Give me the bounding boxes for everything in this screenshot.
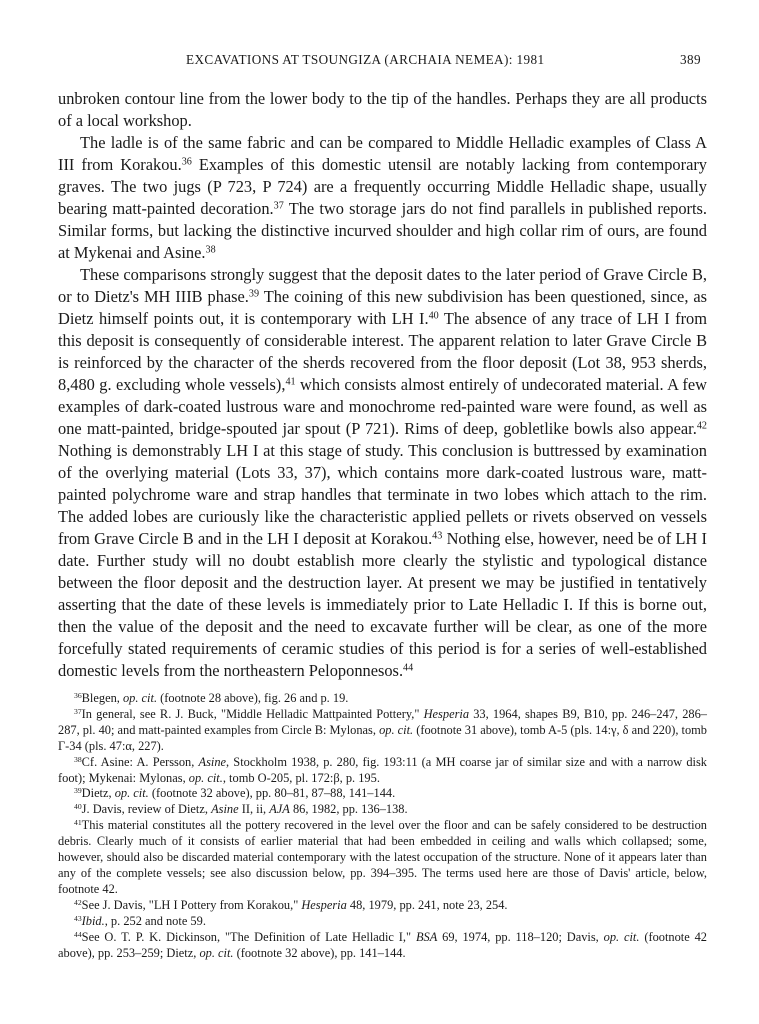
footnote-text: (footnote 42 above), pp. 253–259; Dietz, <box>58 929 707 960</box>
footnote-text-italic: AJA <box>269 802 290 817</box>
footnote-number: 37 <box>74 706 82 716</box>
footnote-text: , tomb O-205, pl. 172:β, p. 195. <box>222 770 380 785</box>
paragraph-3 <box>58 264 707 682</box>
footnote-text-italic: op. cit. <box>188 770 223 785</box>
footnote-number: 39 <box>74 786 82 796</box>
footnote-text: (footnote 32 above), pp. 141–144. <box>233 945 406 960</box>
footnote-39 <box>58 786 707 802</box>
footnote-text-italic: Asine <box>211 802 239 817</box>
footnote-number: 38 <box>74 754 82 764</box>
paragraph-2 <box>58 132 707 264</box>
footnote-ref-40[interactable]: 40 <box>428 310 439 322</box>
paragraph-2-text-a: The ladle is of the same fabric and can be compared to Middle Helladic examples of Class A III from Korakou. <box>58 133 707 174</box>
footnote-text-italic: op. cit. <box>603 929 640 944</box>
footnote-number: 36 <box>74 690 82 700</box>
footnote-ref-38[interactable]: 38 <box>205 244 216 256</box>
body-text <box>58 88 707 682</box>
footnote-text: See O. T. P. K. Dickinson, "The Definition of Late Helladic I," <box>81 929 416 944</box>
footnote-text: In general, see R. J. Buck, "Middle Helladic Mattpainted Pottery," <box>81 706 424 721</box>
footnote-43 <box>58 914 707 930</box>
footnote-number: 40 <box>74 802 82 812</box>
footnote-38 <box>58 755 707 787</box>
footnote-ref-39[interactable]: 39 <box>248 288 260 300</box>
footnote-text-italic: Hesperia <box>423 706 470 721</box>
footnote-text: , Stockholm 1938, p. 280, fig. 193:11 (a MH coarse jar of similar size and with a narrow disk foot); Mykenai: Mylonas, <box>58 754 707 785</box>
footnote-text: 48, 1979, pp. 241, note 23, 254. <box>346 897 508 912</box>
footnote-text: Cf. Asine: A. Persson, <box>81 754 199 769</box>
footnote-ref-36[interactable]: 36 <box>181 156 192 168</box>
footnote-text: Dietz, <box>81 786 115 801</box>
paragraph-2-text-c: The two storage jars do not find parallels in published reports. Similar forms, but lacking the distinctive incurved shoulder and high collar rim of ours, are found at Mykenai and Asine. <box>58 199 707 262</box>
footnote-text-italic: op. cit. <box>379 722 414 737</box>
footnote-number: 43 <box>74 913 82 923</box>
footnote-text: II, ii, <box>238 802 270 817</box>
paragraph-3-text-e: Nothing is demonstrably LH I at this stage of study. This conclusion is buttressed by examination of the overlying material (Lots 33, 37), which contains more dark-coated lustrous ware, matt-painted polychrome ware and strap handles that terminate in two lobes which attach to the rim. The added lobes are curiously like the characteristic applied pellets or rivets observed on vessels from Grave Circle B and in the LH I deposit at Korakou. <box>58 441 707 548</box>
paragraph-1-text: unbroken contour line from the lower body to the tip of the handles. Perhaps they are all products of a local workshop. <box>58 89 707 130</box>
footnote-text: This material constitutes all the pottery recovered in the level over the floor and can be safely considered to be destruction debris. Clearly much of it consists of earlier material that had been embedded in ceiling and walls which collapsed; some, however, should also be discarded material contemporary with the latest occupation of the structure. None of it appears later than any of the complete vessels; see also discussion below, pp. 394–395. The terms used here are those of Davis' article, below, footnote 42. <box>58 818 707 896</box>
footnote-42 <box>58 898 707 914</box>
footnotes <box>58 691 707 961</box>
paragraph-2-text-b: Examples of this domestic utensil are notably lacking from contemporary graves. The two jugs (P 723, P 724) are a frequently occurring Middle Helladic shape, usually bearing matt-painted decoration. <box>58 155 707 218</box>
running-head-title: EXCAVATIONS AT TSOUNGIZA (ARCHAIA NEMEA): 1981 <box>186 52 545 67</box>
footnote-text-italic: op. cit. <box>122 691 158 705</box>
footnote-40 <box>58 802 707 818</box>
footnote-text: (footnote 31 above), tomb A-5 (pls. 14:γ, δ and 220), tomb Γ-34 (pls. 47:α, 227). <box>58 722 707 753</box>
footnote-44 <box>58 930 707 962</box>
paragraph-1 <box>58 88 707 132</box>
footnote-text: , p. 252 and note 59. <box>104 913 206 928</box>
footnote-text-italic: Asine <box>198 754 227 769</box>
paragraph-3-text-c: The absence of any trace of LH I from this deposit is consequently of considerable interest. The apparent relation to later Grave Circle B is reinforced by the character of the sherds recovered from the floor deposit (Lot 38, 953 sherds, 8,480 g. excluding whole vessels), <box>58 309 707 394</box>
footnote-number: 41 <box>74 818 82 828</box>
footnote-text: 69, 1974, pp. 118–120; Davis, <box>437 929 604 944</box>
footnote-number: 42 <box>74 897 82 907</box>
footnote-text-italic: Ibid. <box>81 913 105 928</box>
page-number: 389 <box>680 52 701 67</box>
footnote-text-italic: op. cit. <box>114 786 149 801</box>
footnote-36 <box>58 691 707 707</box>
footnote-text: J. Davis, review of Dietz, <box>81 802 212 817</box>
footnote-text: See J. Davis, "LH I Pottery from Korakou," <box>81 897 302 912</box>
running-head <box>58 52 707 74</box>
footnote-ref-43[interactable]: 43 <box>432 530 443 542</box>
footnote-text: (footnote 28 above), fig. 26 and p. 19. <box>157 691 349 705</box>
footnote-ref-44[interactable]: 44 <box>403 662 414 674</box>
footnote-text-italic: op. cit. <box>199 945 234 960</box>
footnote-41 <box>58 818 707 898</box>
paragraph-3-text-f: Nothing else, however, need be of LH I date. Further study will no doubt establish more clearly the stylistic and typological distance between the floor deposit and the destruction layer. At present we may be justified in tentatively asserting that the date of these levels is immediately prior to Late Helladic I. If this is borne out, then the value of the deposit and the need to excavate further will be clear, as one of the more forcefully stated requirements of ceramic studies of this period is for a series of well-established domestic levels from the northeastern Peloponnesos. <box>58 529 707 680</box>
footnote-text: (footnote 32 above), pp. 80–81, 87–88, 141–144. <box>148 786 396 801</box>
footnote-text-italic: Hesperia <box>301 897 347 912</box>
footnote-ref-37[interactable]: 37 <box>273 200 284 212</box>
journal-page <box>58 52 707 961</box>
footnote-ref-42[interactable]: 42 <box>696 420 707 432</box>
footnote-ref-41[interactable]: 41 <box>285 376 296 388</box>
footnote-text-italic: BSA <box>415 929 438 944</box>
paragraph-3-text-a: These comparisons strongly suggest that the deposit dates to the later period of Grave Circle B, or to Dietz's MH IIIB phase. <box>58 265 707 306</box>
paragraph-3-text-d: which consists almost entirely of undecorated material. A few examples of dark-coated lustrous ware and monochrome red-painted ware were found, as well as one matt-painted, bridge-spouted jar spout (P 721). Rims of deep, gobletlike bowls also appear. <box>58 375 707 438</box>
footnote-number: 44 <box>74 929 82 939</box>
paragraph-3-text-b: The coining of this new subdivision has been questioned, since, as Dietz himself points out, it is contemporary with LH I. <box>58 287 707 328</box>
footnote-37 <box>58 707 707 755</box>
footnote-text: Blegen, <box>81 691 123 705</box>
footnote-text: 86, 1982, pp. 136–138. <box>289 802 408 817</box>
footnote-text: 33, 1964, shapes B9, B10, pp. 246–247, 286–287, pl. 40; and matt-painted examples from Circle B: Mylonas, <box>58 706 707 737</box>
